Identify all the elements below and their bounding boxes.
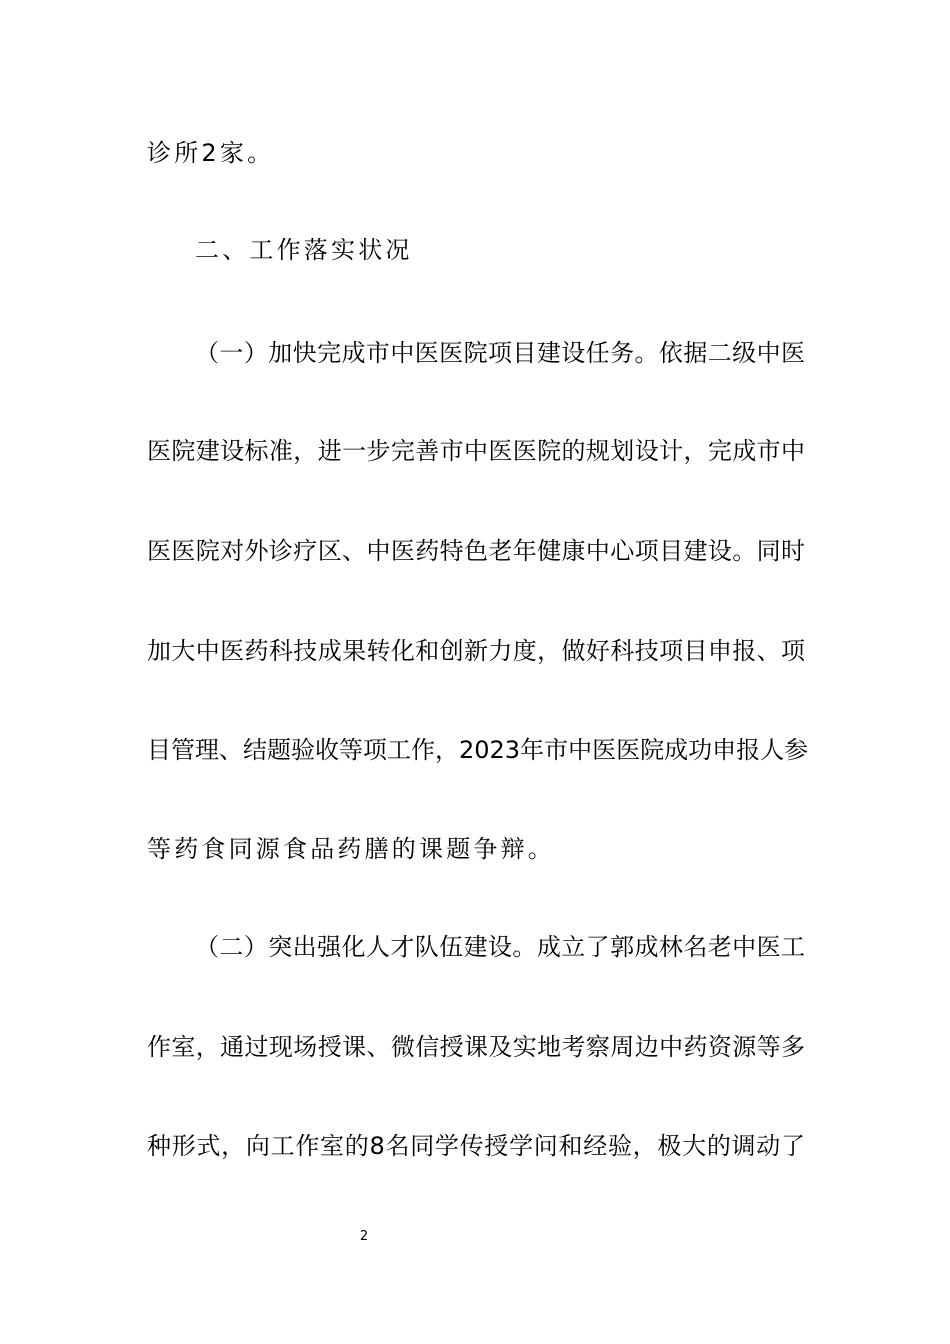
text-line: （二）突出强化人才队伍建设。成立了郭成林名老中医工 xyxy=(195,933,805,961)
text-line: 诊所2家。 xyxy=(147,139,275,167)
section-heading: 二、工作落实状况 xyxy=(195,236,413,264)
text-line: 作室，通过现场授课、微信授课及实地考察周边中药资源等多 xyxy=(147,1033,805,1061)
text-line: （一）加快完成市中医医院项目建设任务。依据二级中医 xyxy=(195,339,805,367)
text-line: 等药食同源食品药膳的课题争辩。 xyxy=(147,835,555,863)
page-number: 2 xyxy=(359,1229,369,1244)
text-line: 种形式，向工作室的8名同学传授学问和经验，极大的调动了 xyxy=(147,1132,805,1160)
text-line: 医院建设标准，进一步完善市中医医院的规划设计，完成市中 xyxy=(147,437,805,465)
text-line: 加大中医药科技成果转化和创新力度，做好科技项目申报、项 xyxy=(147,637,805,665)
text-line: 医医院对外诊疗区、中医药特色老年健康中心项目建设。同时 xyxy=(147,537,805,565)
text-line: 目管理、结题验收等项工作，2023年市中医医院成功申报人参 xyxy=(147,736,809,764)
